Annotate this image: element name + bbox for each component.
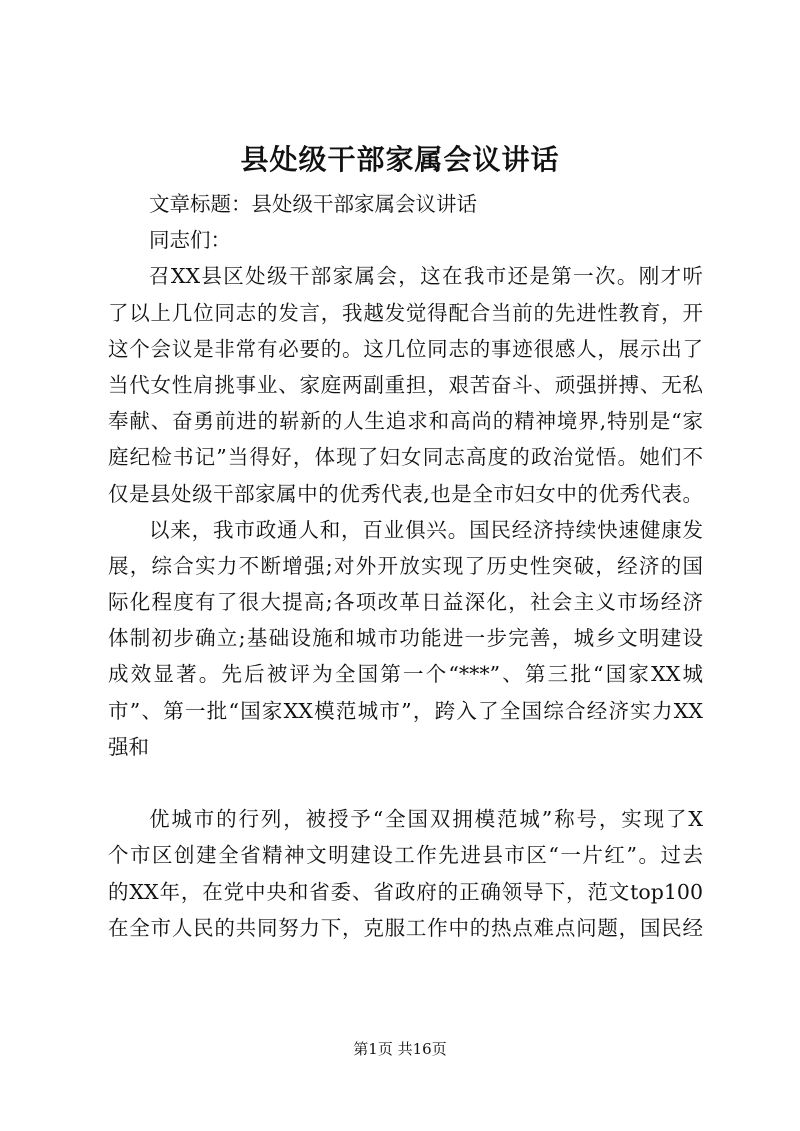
text-line: 展，综合实力不断增强;对外开放实现了历史性突破，经济的国 (108, 553, 703, 578)
text-line: 仅是县处级干部家属中的优秀代表,也是全市妇女中的优秀代表。 (108, 481, 703, 506)
document-body (108, 186, 703, 946)
text-line: 体制初步确立;基础设施和城市功能进一步完善，城乡文明建设 (108, 626, 703, 651)
paragraph-gap (108, 765, 703, 801)
text-line: 了以上几位同志的发言，我越发觉得配合当前的先进性教育，开 (108, 300, 703, 325)
page-footer: 第1页 共16页 (353, 1040, 447, 1058)
text-line: 以来，我市政通人和，百业俱兴。国民经济持续快速健康发 (149, 517, 703, 542)
text-line: 优城市的行列，被授予“全国双拥模范城”称号，实现了X (149, 807, 703, 832)
text-line: 的XX年，在党中央和省委、省政府的正确领导下，范文top100 (108, 879, 703, 904)
text-line: 当代女性肩挑事业、家庭两副重担，艰苦奋斗、顽强拼搏、无私 (108, 372, 703, 397)
text-line: 成效显著。先后被评为全国第一个“***”、第三批“国家XX城 (108, 662, 703, 687)
text-line: 际化程度有了很大提高;各项改革日益深化，社会主义市场经济 (108, 590, 703, 615)
text-line: 同志们： (149, 228, 231, 253)
text-line: 召XX县区处级干部家属会，这在我市还是第一次。刚才听 (149, 264, 703, 289)
text-line: 这个会议是非常有必要的。这几位同志的事迹很感人，展示出了 (108, 336, 703, 361)
text-line: 在全市人民的共同努力下，克服工作中的热点难点问题，国民经 (108, 915, 703, 940)
document-title: 县处级干部家属会议讲话 (240, 143, 560, 176)
text-line: 文章标题：县处级干部家属会议讲话 (149, 192, 477, 216)
text-line: 庭纪检书记”当得好，体现了妇女同志高度的政治觉悟。她们不 (108, 445, 703, 470)
text-line: 奉献、奋勇前进的崭新的人生追求和高尚的精神境界,特别是“家 (108, 409, 703, 434)
text-line: 个市区创建全省精神文明建设工作先进县市区“一片红”。过去 (108, 843, 703, 868)
text-line: 强和 (108, 734, 149, 759)
text-line: 市”、第一批“国家XX模范城市”，跨入了全国综合经济实力XX (108, 698, 703, 723)
